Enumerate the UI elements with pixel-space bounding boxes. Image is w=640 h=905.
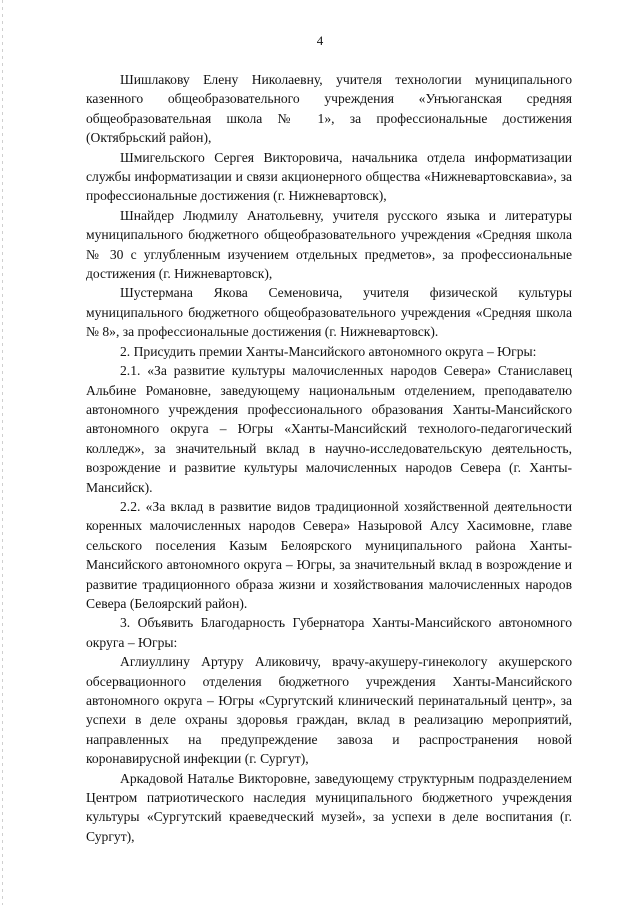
scan-edge-line	[2, 0, 3, 905]
page-number: 4	[316, 33, 324, 48]
paragraph: Шишлакову Елену Николаевну, учителя технологии муниципального казенного общеобразовательного учреждения «Унъюганская средняя общеобразовательная школа № 1», за профессиональные достижения (Октябрьский район),	[86, 72, 572, 146]
section-heading: 2. Присудить премии Ханты-Мансийского автономного округа – Югры:	[120, 343, 537, 359]
paragraph: Шустермана Якова Семеновича, учителя физической культуры муниципального бюджетного общеобразовательного учреждения «Средняя школа № 8», за профессиональные достижения (г. Нижневартовск).	[86, 285, 572, 340]
paragraph: 2.1. «За развитие культуры малочисленных народов Севера» Станиславец Альбине Романовне, заведующему национальным отделением, преподавателю автономного учреждения профессионального образования Ханты-Мансийского автономного округа – Югры «Ханты-Мансийский технолого-педагогический колледж», за значительный вклад в научно-исследовательскую деятельность, возрождение и развитие культуры малочисленных народов Севера (г. Ханты-Мансийск).	[86, 363, 572, 495]
section-heading: 3. Объявить Благодарность Губернатора Ханты-Мансийского автономного округа – Югры:	[86, 615, 572, 650]
document-body	[86, 70, 572, 846]
paragraph: Аглиуллину Артуру Аликовичу, врачу-акушеру-гинекологу акушерского обсервационного отделения бюджетного учреждения Ханты-Мансийского автономного округа – Югры «Сургутский клинический перинатальный центр», за успехи в деле охраны здоровья граждан, вклад в реализацию мероприятий, направленных на предупреждение завоза и распространения новой коронавирусной инфекции (г. Сургут),	[86, 654, 572, 767]
paragraph: Шмигельского Сергея Викторовича, начальника отдела информатизации службы информатизации и связи акционерного общества «Нижневартовскавиа», за профессиональные достижения (г. Нижневартовск),	[86, 149, 572, 204]
paragraph: Аркадовой Наталье Викторовне, заведующему структурным подразделением Центром патриотического наследия муниципального бюджетного учреждения культуры «Сургутский краеведческий музей», за успехи в деле воспитания (г. Сургут),	[86, 770, 572, 844]
paragraph: Шнайдер Людмилу Анатольевну, учителя русского языка и литературы муниципального бюджетного общеобразовательного учреждения «Средняя школа № 30 с углубленным изучением отдельных предметов», за профессиональные достижения (г. Нижневартовск),	[86, 207, 572, 282]
paragraph: 2.2. «За вклад в развитие видов традиционной хозяйственной деятельности коренных малочисленных народов Севера» Назыровой Алсу Хасимовне, главе сельского поселения Казым Белоярского муниципального района Ханты-Мансийского автономного округа – Югры, за значительный вклад в возрождение и развитие традиционного образа жизни и хозяйствования малочисленных народов Севера (Белоярский район).	[86, 498, 572, 611]
